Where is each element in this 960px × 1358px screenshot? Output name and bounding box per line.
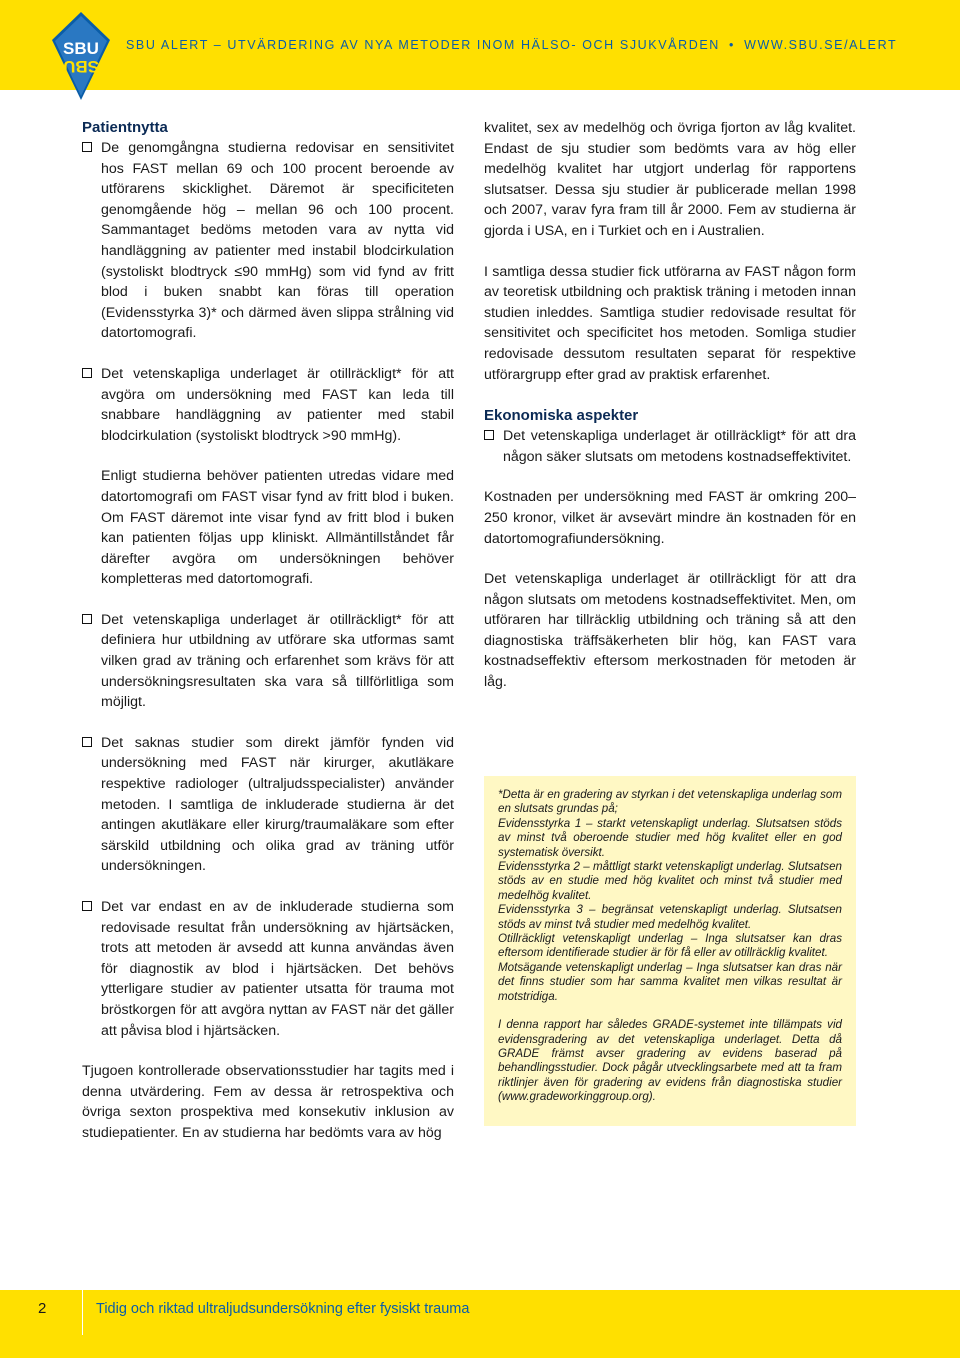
item-continuation: Enligt studierna behöver patienten utredas vidare med datortomografi om FAST visar fynd av fritt blod i buken. Om FAST däremot inte visar fynd av fritt blod i buken kan patienten följas upp kliniskt. Allmäntillståndet får därefter avgöra om undersökningen behöver kompletteras med datortomografi. [101, 468, 454, 588]
body-paragraph: Det vetenskapliga underlaget är otillräckligt för att dra någon slutsats om metodens kostnadseffektivitet. Men, om utföraren har tillräcklig utbildning och träning så att den diagnostiska träffsäkerheten blir hög, kan FAST vara kostnadseffektiv eftersom merkostnaden för metoden är låg. [484, 571, 856, 691]
checkbox-icon [484, 430, 494, 440]
checklist-item [82, 364, 454, 446]
checklist-item [82, 138, 454, 344]
checklist-item [82, 897, 454, 1041]
footer-divider [82, 1290, 83, 1335]
left-column [82, 118, 454, 1144]
evidence-footnote-box [484, 776, 856, 1126]
svg-text:SBU: SBU [63, 57, 99, 76]
item-text: Det vetenskapliga underlaget är otillräckligt* för att definiera hur utbildning av utförare ska utformas samt vilken grad av träning och erfarenhet som krävs för att undersökningsresultaten ska vara så tillförlitliga som möjligt. [101, 611, 454, 711]
footnote-grade: I denna rapport har således GRADE-systemet inte tillämpats vid evidensgradering av det vetenskapliga underlaget. Detta då GRADE främst avser gradering av evidens baserad på behandlingsstudier. Dock pågår utvecklingsarbete med att ta fram riktlinjer även för gradering av evidens från diagnostiska studier (www.gradeworkinggroup.org). [498, 1018, 842, 1104]
checklist-item [82, 733, 454, 877]
footer-title: Tidig och riktad ultraljudsundersökning efter fysiskt trauma [96, 1301, 470, 1317]
item-text: De genomgångna studierna redovisar en sensitivitet hos FAST mellan 69 och 100 procent beroende av utförarens skicklighet. Däremot är specificiteten genomgående hög – mellan 96 och 100 procent. Sammantaget bedöms metoden vara av nytta vid handläggning av patienter med instabil blodcirkulation (systoliskt blodtryck ≤90 mmHg) som vid fynd av fritt blod i buken snabbt kan föras till operation (Evidensstyrka 3)* och därmed även slippa strålning vid datortomografi. [101, 140, 454, 342]
checklist-item [82, 610, 454, 713]
right-column [484, 118, 856, 693]
item-text: Det vetenskapliga underlaget är otillräckligt* för att dra någon säker slutsats om metodens kostnadseffektivitet. [503, 428, 856, 465]
checkbox-icon [82, 901, 92, 911]
header-title [126, 38, 897, 52]
body-paragraph: kvalitet, sex av medelhög och övriga fjorton av låg kvalitet. Endast de sju studier som bedömts vara av hög eller medelhög kvalitet har utgjort underlag för rapportens slutsatser. Dessa sju studier är publicerade mellan 1998 och 2007, varav fyra fram till år 2000. Fem av studierna är gjorda i USA, en i Turkiet och en i Australien. [484, 120, 856, 239]
checkbox-icon [82, 368, 92, 378]
checkbox-icon [82, 737, 92, 747]
checklist-item [484, 426, 856, 467]
section-heading-patientnytta: Patientnytta [82, 119, 168, 136]
body-paragraph: Tjugoen kontrollerade observationsstudier har tagits med i denna utvärdering. Fem av dessa är retrospektiva och övriga sexton prospektiva med konsekutiv inklusion av studiepatienter. En av studierna har bedömts vara av hög [82, 1063, 454, 1141]
item-text: Det vetenskapliga underlaget är otillräckligt* för att avgöra om undersökning med FAST kan leda till snabbare handläggning av patienter med stabil blodcirkulation (systoliskt blodtryck >90 mmHg). [101, 365, 454, 444]
header-bar [0, 0, 960, 90]
header-title-text: SBU ALERT – UTVÄRDERING AV NYA METODER INOM HÄLSO- OCH SJUKVÅRDEN [126, 38, 720, 52]
section-heading-ekonomiska: Ekonomiska aspekter [484, 407, 639, 425]
header-separator: • [729, 38, 735, 52]
sbu-logo [50, 10, 112, 102]
footnote-line: *Detta är en gradering av styrkan i det vetenskapliga underlag som en slutsats grundas på; [498, 788, 842, 816]
page-number: 2 [38, 1300, 47, 1317]
footer-bar [0, 1290, 960, 1358]
footnote-line: Evidensstyrka 3 – begränsat vetenskapligt underlag. Slutsatsen stöds av minst två studier med medelhög kvalitet. [498, 903, 842, 931]
footnote-line: Motsägande vetenskapligt underlag – Inga slutsatser kan dras när det finns studier som har samma kvalitet men vilkas resultat är motstridiga. [498, 960, 842, 1003]
footnote-line: Evidensstyrka 1 – starkt vetenskapligt underlag. Slutsatsen stöds av minst två oberoende studier med hög kvalitet eller en god systematisk översikt. [498, 816, 842, 859]
footnote-line: Otillräckligt vetenskapligt underlag – Inga slutsatser kan dras eftersom identifierade studier är för få eller av otillräcklig kvalitet. [498, 932, 842, 960]
body-paragraph: I samtliga dessa studier fick utförarna av FAST någon form av teoretisk utbildning och praktisk träning i metoden innan studien inleddes. Samtliga studier redovisade resultat för sensitivitet och specificitet hos metoden. Somliga studier redovisade dessutom resultaten separat för respektive utförargrupp efter grad av praktisk erfarenhet. [484, 263, 856, 383]
checkbox-icon [82, 142, 92, 152]
header-url-link[interactable]: WWW.SBU.SE/ALERT [744, 38, 898, 52]
item-text: Det saknas studier som direkt jämför fynden vid undersökning med FAST när kirurger, akutläkare respektive radiologer (ultraljudsspecialister) använder metoden. I samtliga de inkluderade studierna är det antingen akutläkare eller kirurg/traumaläkare som efter särskild utbildning och olika grad av träning utför undersökningen. [101, 734, 454, 875]
item-text: Det var endast en av de inkluderade studierna som redovisade resultat från undersökning av hjärtsäcken, trots att metoden är avsedd att kunna användas även för diagnostik av blod i hjärtsäcken. Det behövs ytterligare studier av patienter utsatta för trauma mot bröstkorgen för att avgöra nyttan av FAST när det gäller att påvisa blod i hjärtsäcken. [101, 899, 454, 1039]
logo-text: SBU [63, 39, 99, 58]
checkbox-icon [82, 614, 92, 624]
body-paragraph: Kostnaden per undersökning med FAST är omkring 200–250 kronor, vilket är avsevärt mindre än kostnaden för en datortomografiundersökning. [484, 489, 856, 547]
footnote-line: Evidensstyrka 2 – måttligt starkt vetenskapligt underlag. Slutsatsen stöds av en studie med hög kvalitet och minst två studier med medelhög kvalitet. [498, 860, 842, 902]
